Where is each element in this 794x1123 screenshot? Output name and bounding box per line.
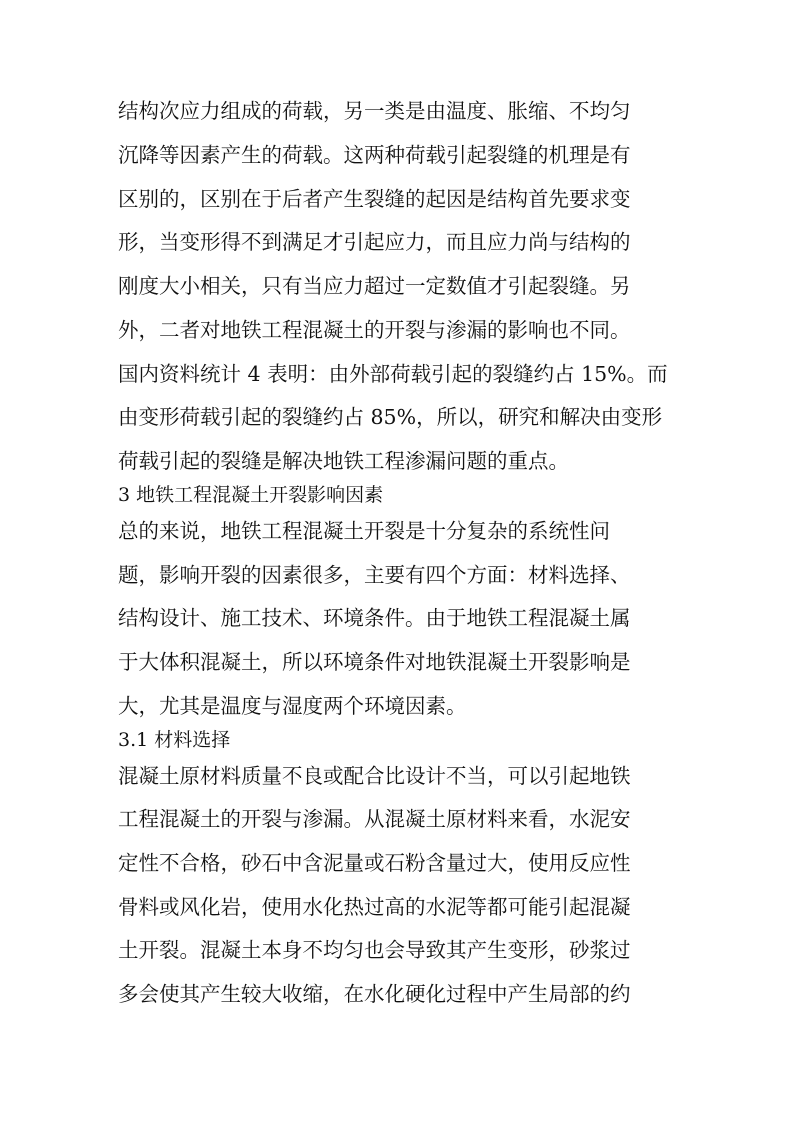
text-line: 题，影响开裂的因素很多，主要有四个方面：材料选择、 [118, 563, 631, 587]
text-line: 大，尤其是温度与湿度两个环境因素。 [118, 694, 467, 718]
text-line: 外，二者对地铁工程混凝土的开裂与渗漏的影响也不同。 [118, 318, 631, 342]
text-line: 结构设计、施工技术、环境条件。由于地铁工程混凝土属 [118, 606, 631, 630]
text-line: 土开裂。混凝土本身不均匀也会导致其产生变形，砂浆过 [118, 938, 631, 962]
document-page [118, 0, 688, 1123]
text-line: 于大体积混凝土，所以环境条件对地铁混凝土开裂影响是 [118, 650, 631, 674]
subsection-heading: 3.1 材料选择 [118, 729, 231, 751]
text-line: 工程混凝土的开裂与渗漏。从混凝土原材料来看，水泥安 [118, 807, 631, 831]
text-line: 骨料或风化岩，使用水化热过高的水泥等都可能引起混凝 [118, 895, 631, 919]
text-line: 沉降等因素产生的荷载。这两种荷载引起裂缝的机理是有 [118, 143, 631, 167]
text-line: 混凝土原材料质量不良或配合比设计不当，可以引起地铁 [118, 764, 631, 788]
text-line: 荷载引起的裂缝是解决地铁工程渗漏问题的重点。 [118, 449, 569, 473]
text-line: 定性不合格，砂石中含泥量或石粉含量过大，使用反应性 [118, 851, 631, 875]
text-line: 总的来说，地铁工程混凝土开裂是十分复杂的系统性问 [118, 519, 610, 543]
section-heading: 3 地铁工程混凝土开裂影响因素 [118, 484, 384, 506]
text-line: 国内资料统计 4 表明：由外部荷载引起的裂缝约占 15%。而 [118, 362, 668, 386]
text-line: 形，当变形得不到满足才引起应力，而且应力尚与结构的 [118, 230, 631, 254]
text-line: 由变形荷载引起的裂缝约占 85%，所以，研究和解决由变形 [118, 405, 663, 429]
text-line: 区别的，区别在于后者产生裂缝的起因是结构首先要求变 [118, 187, 631, 211]
text-line: 多会使其产生较大收缩，在水化硬化过程中产生局部的约 [118, 982, 631, 1006]
text-line: 结构次应力组成的荷载，另一类是由温度、胀缩、不均匀 [118, 99, 631, 123]
text-line: 刚度大小相关，只有当应力超过一定数值才引起裂缝。另 [118, 274, 631, 298]
